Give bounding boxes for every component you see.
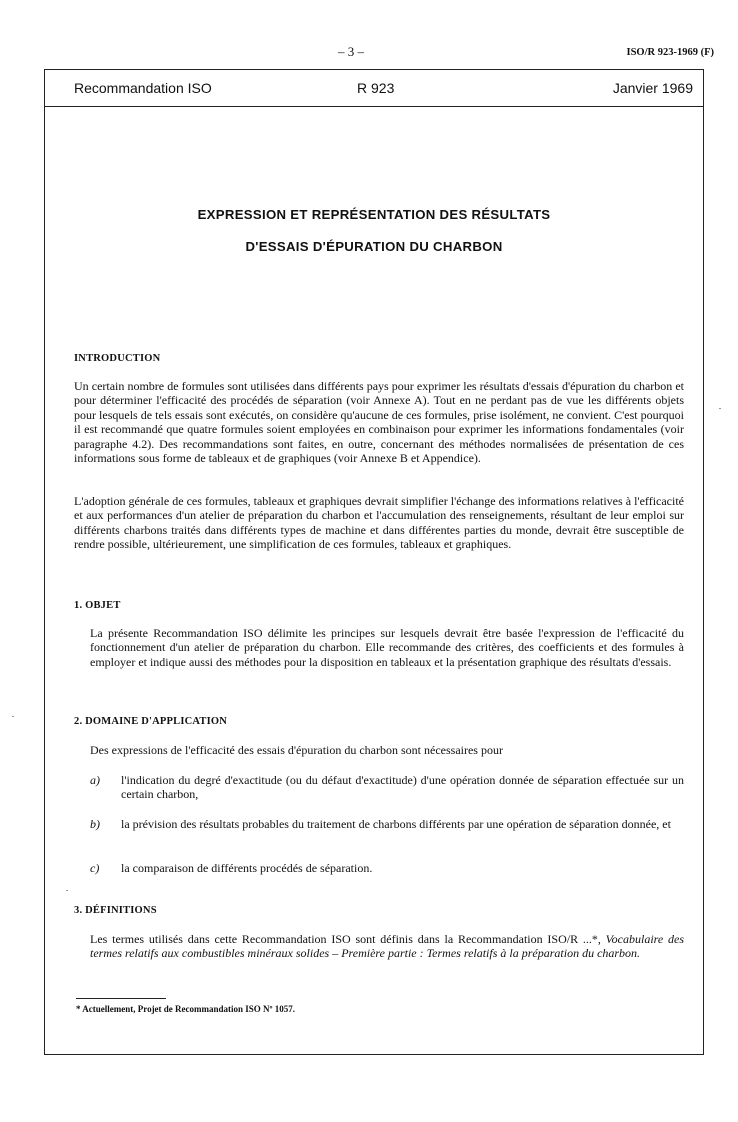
section3-text: Les termes utilisés dans cette Recommandation ISO sont définis dans la Recommandation ISO/R ...*, bbox=[90, 932, 601, 946]
page-frame bbox=[44, 69, 704, 1055]
section1-heading: 1. OBJET bbox=[74, 600, 121, 611]
introduction-paragraph-2: L'adoption générale de ces formules, tableaux et graphiques devrait simplifier l'échange des informations relatives à l'efficacité et aux performances d'un atelier de préparation du charbon et l'accumulation des renseignements, résultant de leur emploi sur différents charbons traités dans différents types de machine et dans différentes parties du monde, devrait être susceptible de rendre possible, ultérieurement, une simplification de ces formules, tableaux et graphiques. bbox=[74, 494, 684, 552]
list-item-text: la prévision des résultats probables du traitement de charbons différents par une opération de séparation donnée, et bbox=[121, 817, 671, 831]
document-reference: ISO/R 923-1969 (F) bbox=[626, 47, 714, 58]
list-item-label: c) bbox=[90, 861, 100, 875]
list-item-text: l'indication du degré d'exactitude (ou du défaut d'exactitude) d'une opération donnée de séparation effectuée sur un certain charbon, bbox=[121, 773, 684, 802]
section2-heading: 2. DOMAINE D'APPLICATION bbox=[74, 716, 228, 727]
introduction-heading: INTRODUCTION bbox=[74, 353, 161, 364]
document-title-line2: D'ESSAIS D'ÉPURATION DU CHARBON bbox=[245, 239, 503, 254]
footnote-rule bbox=[76, 998, 166, 999]
header-date: Janvier 1969 bbox=[612, 80, 693, 96]
header-band bbox=[45, 70, 703, 107]
header-number: R 923 bbox=[357, 80, 395, 96]
section3-vocabulary-reference: Vocabulaire des termes relatifs aux combustibles minéraux solides – Première partie : Termes relatifs à la préparation du charbon. bbox=[90, 932, 685, 961]
footnote: * Actuellement, Projet de Recommandation ISO Nº 1057. bbox=[76, 1004, 296, 1014]
document-title-line1: EXPRESSION ET REPRÉSENTATION DES RÉSULTATS bbox=[197, 207, 551, 222]
list-item-label: b) bbox=[90, 817, 100, 831]
section3-paragraph bbox=[90, 932, 684, 961]
section2-intro: Des expressions de l'efficacité des essais d'épuration du charbon sont nécessaires pour bbox=[90, 743, 503, 757]
list-item-label: a) bbox=[90, 773, 100, 787]
header-recommendation: Recommandation ISO bbox=[74, 80, 212, 96]
scan-speck bbox=[719, 408, 721, 409]
section3-heading: 3. DÉFINITIONS bbox=[74, 905, 157, 916]
page-number: – 3 – bbox=[338, 44, 364, 59]
introduction-paragraph-1: Un certain nombre de formules sont utilisées dans différents pays pour exprimer les résultats d'essais d'épuration du charbon et pour déterminer l'efficacité des procédés de séparation (voir Annexe A). Tout en ne perdant pas de vue les différents objets pour lesquels de tels essais sont exécutés, on considère qu'aucune de ces formules, prise isolément, ne convient. C'est pourquoi il est recommandé que quatre formules soient employées en combinaison pour exprimer les informations fondamentales (voir paragraphe 4.2). Des recommandations sont faites, en outre, concernant des méthodes normalisées de présentation de ces informations sous forme de tableaux et de graphiques (voir Annexe B et Appendice). bbox=[74, 379, 684, 466]
section1-paragraph: La présente Recommandation ISO délimite les principes sur lesquels devrait être basée l'expression de l'efficacité du fonctionnement d'un atelier de préparation du charbon. Elle recommande des critères, des coefficients et des formules à employer et indique aussi des méthodes pour la disposition en tableaux et la présentation graphique des résultats d'essais. bbox=[90, 626, 684, 669]
list-item-text: la comparaison de différents procédés de séparation. bbox=[121, 861, 373, 875]
scan-speck bbox=[12, 716, 14, 717]
